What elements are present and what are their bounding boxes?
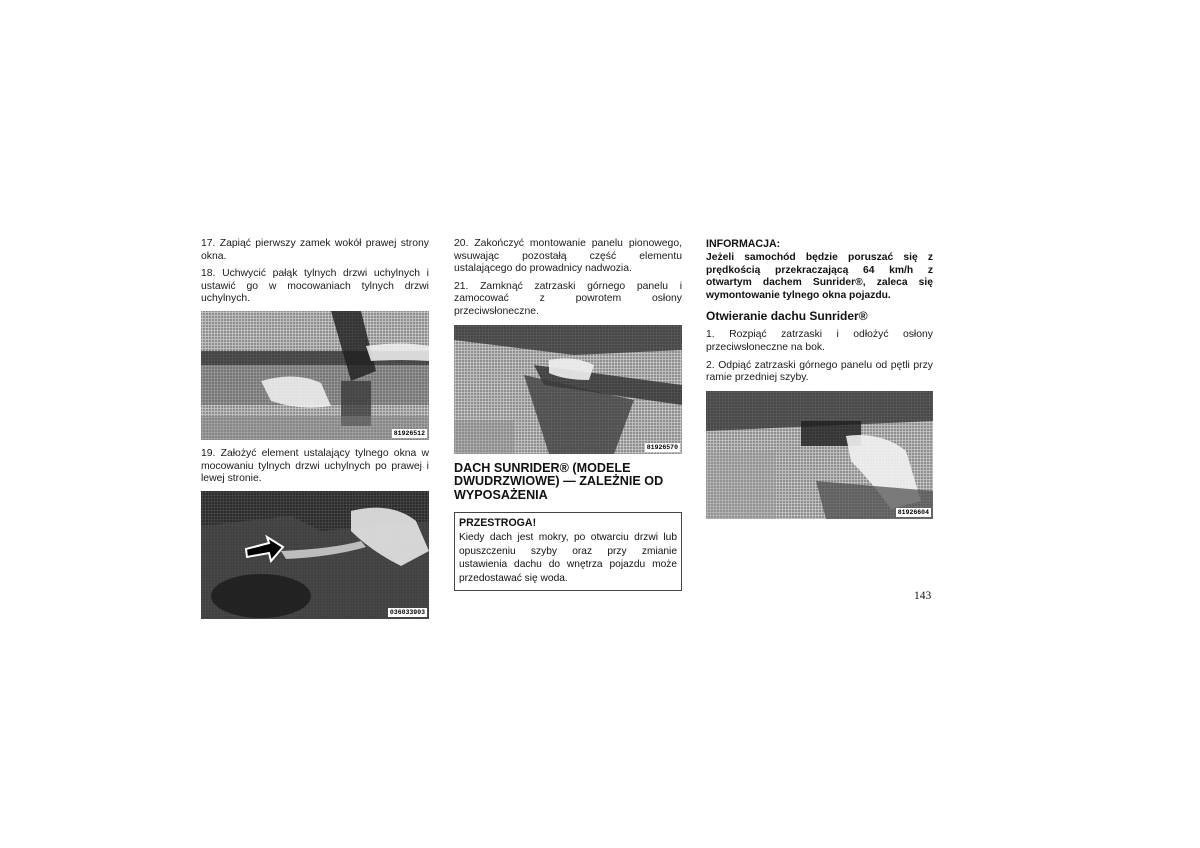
step-2: 2. Odpiąć zatrzaski górnego panelu od pętli przy ramie przedniej szyby.	[706, 359, 933, 384]
photo-window-retainer	[201, 491, 429, 619]
photo-liftgate-bar-drawing	[201, 311, 429, 440]
step-1: 1. Rozpiąć zatrzaski i odłożyć osłony przeciwsłoneczne na bok.	[706, 329, 933, 353]
caution-title: PRZESTROGA!	[459, 517, 537, 530]
image-code: 81926512	[393, 429, 425, 437]
image-code: 81926570	[646, 443, 678, 451]
info-title: INFORMACJA:	[706, 238, 781, 250]
photo-window-retainer-drawing	[201, 491, 429, 619]
column-middle	[454, 238, 682, 591]
step-18: 18. Uchwycić pałąk tylnych drzwi uchylnych i ustawić go w mocowaniach tylnych drzwi uchylnych.	[201, 268, 429, 305]
step-21: 21. Zamknąć zatrzaski górnego panelu i zamocować z powrotem osłony przeciwsłoneczne.	[454, 280, 682, 317]
column-right	[706, 238, 933, 527]
section-title: DACH SUNRIDER® (MODELE DWUDRZWIOWE) — ZALEŻNIE OD WYPOSAŻENIA	[454, 460, 664, 502]
image-code: 81926604	[897, 508, 929, 516]
image-code: 036033903	[389, 608, 425, 616]
step-20: 20. Zakończyć montowanie panelu pionowego, wsuwając pozostałą część elementu ustalającego do prowadnicy nadwozia.	[454, 238, 682, 275]
info-text: Jeżeli samochód będzie poruszać się z prędkością przekraczającą 64 km/h z otwartym dachem Sunrider®, zaleca się wymontowanie tylnego okna pojazdu.	[706, 252, 933, 301]
column-left	[201, 238, 429, 627]
caution-box	[454, 512, 682, 591]
page-number: 143	[914, 590, 932, 602]
caution-text: Kiedy dach jest mokry, po otwarciu drzwi lub opuszczeniu szyby oraz przy zmianie ustawienia dachu do wnętrza pojazdu może przedostawać się woda.	[459, 532, 677, 584]
photo-top-panel-latches	[454, 325, 682, 454]
photo-windshield-latch	[706, 391, 933, 519]
step-19: 19. Założyć element ustalający tylnego okna w mocowaniu tylnych drzwi uchylnych po prawej i lewej stronie.	[201, 447, 429, 485]
photo-top-panel-latches-drawing	[454, 325, 682, 454]
subheading-opening-sunrider: Otwieranie dachu Sunrider®	[706, 309, 868, 324]
step-17: 17. Zapiąć pierwszy zamek wokół prawej strony okna.	[201, 238, 429, 262]
photo-liftgate-bar	[201, 311, 429, 440]
photo-windshield-latch-drawing	[706, 391, 933, 519]
